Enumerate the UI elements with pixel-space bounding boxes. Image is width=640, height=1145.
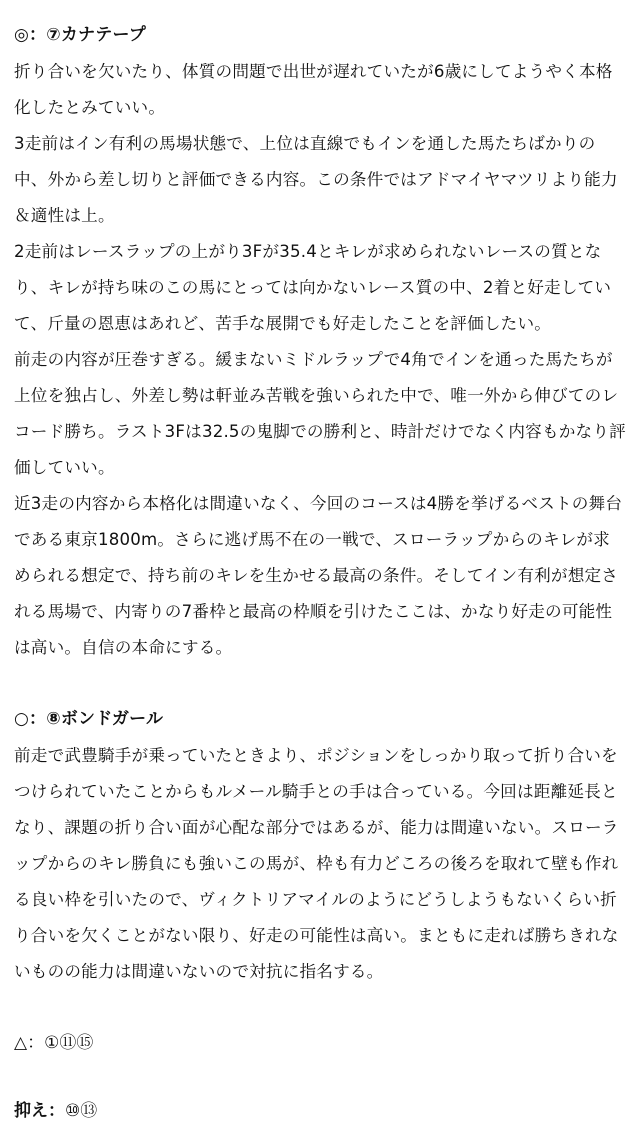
line-separator: ： [27,1033,45,1053]
double-circle-mark: ◎ [14,25,30,45]
heading-separator: ： [29,25,47,45]
honmei-paragraph-3: 2走前はレースラップの上がり3Fが35.4とキレが求められないレースの質となり、キレが持ち味のこの馬にとっては向かないレース質の中、2着と好走していて、斤量の恩恵はあれど、苦手な展開でも好走したことを評価したい。 [14,242,612,333]
triangle-mark: △ [14,1033,28,1053]
sankaku-horse-numbers: ①⑪⑮ [44,1033,94,1053]
osae-label: 抑え： [14,1101,65,1121]
honmei-horse-name: ⑦カナテープ [46,25,146,45]
circle-mark: ○ [14,709,30,729]
taikou-section [14,704,626,990]
osae-horse-numbers: ⑩⑬ [65,1101,98,1121]
sankaku-section [14,1028,626,1058]
osae-section [14,1096,626,1126]
taikou-paragraph-1: 前走で武豊騎手が乗っていたときより、ポジションをしっかり取って折り合いをつけられていたことからもルメール騎手との手は合っている。今回は距離延長となり、課題の折り合い面が心配な部分ではあるが、能力は間違いない。スローラップからのキレ勝負にも強いこの馬が、枠も有力どころの後ろを取れて壁も作れる良い枠を引いたので、ヴィクトリアマイルのようにどうしようもないくらい折り合いを欠くことがない限り、好走の可能性は高い。まともに走れば勝ちきれないものの能力は間違いないので対抗に指名する。 [14,746,619,981]
honmei-section [14,20,626,666]
honmei-heading [14,20,626,50]
sankaku-line [14,1028,626,1058]
honmei-paragraph-1: 折り合いを欠いたり、体質の問題で出世が遅れていたが6歳にしてようやく本格化したとみていい。 [14,62,613,117]
honmei-paragraph-2: 3走前はイン有利の馬場状態で、上位は直線でもインを通した馬たちばかりの中、外から差し切りと評価できる内容。この条件ではアドマイヤマツリより能力＆適性は上。 [14,134,618,225]
honmei-paragraph-4: 前走の内容が圧巻すぎる。緩まないミドルラップで4角でインを通った馬たちが上位を独占し、外差し勢は軒並み苦戦を強いられた中で、唯一外から伸びてのレコード勝ち。ラスト3Fは32.5の鬼脚での勝利と、時計だけでなく内容もかなり評価していい。 [14,350,626,477]
honmei-paragraph-5: 近3走の内容から本格化は間違いなく、今回のコースは4勝を挙げるベストの舞台である東京1800m。さらに逃げ馬不在の一戦で、スローラップからのキレが求められる想定で、持ち前のキレを生かせる最高の条件。そしてイン有利が想定される馬場で、内寄りの7番枠と最高の枠順を引けたここは、かなり好走の可能性は高い。自信の本命にする。 [14,494,623,657]
taikou-heading [14,704,626,734]
taikou-horse-name: ⑧ボンドガール [46,709,164,729]
osae-line [14,1096,626,1126]
heading-separator: ： [29,709,47,729]
